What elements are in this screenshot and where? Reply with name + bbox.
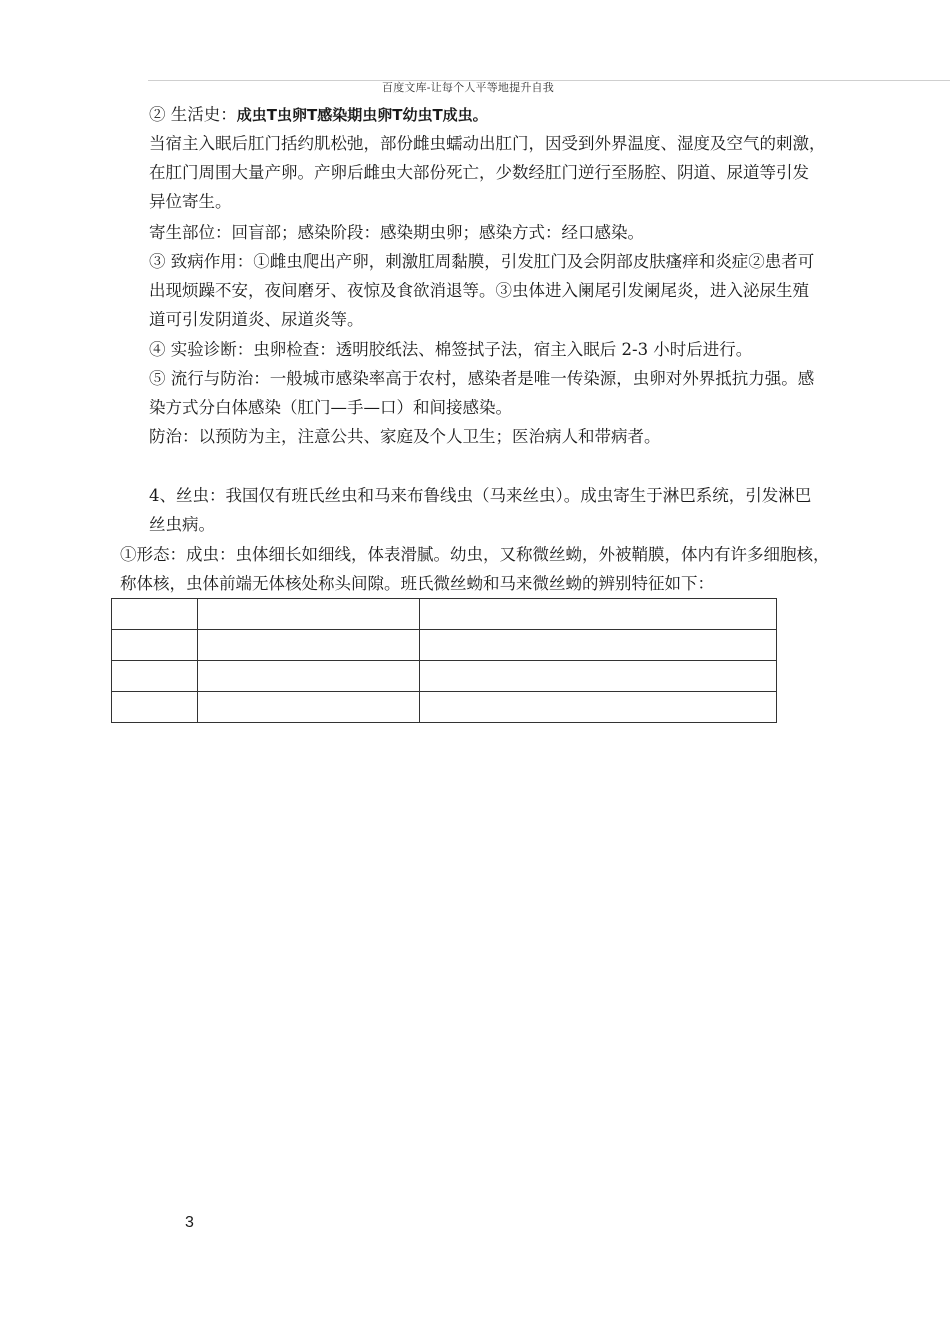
table-cell	[198, 692, 420, 723]
table-cell	[112, 661, 198, 692]
table-cell	[112, 630, 198, 661]
table-cell	[420, 599, 777, 630]
table-row	[112, 599, 777, 630]
pathogenesis-line: ③ 致病作用：①雌虫爬出产卵，刺激肛周黏膜，引发肛门及会阴部皮肤瘙痒和炎症②患者可	[149, 252, 815, 271]
table-cell	[198, 661, 420, 692]
microfilaria-comparison-table	[111, 598, 777, 723]
table-cell	[420, 661, 777, 692]
morphology-line: 称体核，虫体前端无体核处称头间隙。班氏微丝蚴和马来微丝蚴的辨别特征如下：	[120, 574, 714, 593]
table-cell	[112, 599, 198, 630]
page-number: 3	[185, 1214, 194, 1231]
prevention-line: 防治：以预防为主，注意公共、家庭及个人卫生；医治病人和带病者。	[149, 427, 661, 446]
paragraph-line: 在肛门周围大量产卵。产卵后雌虫大部份死亡，少数经肛门逆行至肠腔、阴道、尿道等引发	[149, 163, 809, 182]
table-row	[112, 630, 777, 661]
table-row	[112, 661, 777, 692]
morphology-line: ①形态：成虫：虫体细长如细线，体表滑腻。幼虫，又称微丝蚴，外被鞘膜，体内有许多细胞核，	[120, 545, 830, 564]
table-cell	[198, 599, 420, 630]
page-header: 百度文库-让每个人平等地提升自我	[382, 81, 554, 94]
table-cell	[420, 630, 777, 661]
paragraph-line: 寄生部位：回盲部；感染阶段：感染期虫卵；感染方式：经口感染。	[149, 223, 644, 242]
life-history-label: ② 生活史：	[149, 105, 237, 124]
epidemiology-line: ⑤ 流行与防治：一般城市感染率高于农村，感染者是唯一传染源，虫卵对外界抵抗力强。感	[149, 369, 815, 388]
pathogenesis-line: 出现烦躁不安，夜间磨牙、夜惊及食欲消退等。③虫体进入阑尾引发阑尾炎，进入泌尿生殖	[149, 281, 809, 300]
life-history-heading	[149, 104, 488, 126]
diagnosis-line: ④ 实验诊断：虫卵检查：透明胶纸法、棉签拭子法，宿主入眠后 2-3 小时后进行。	[149, 340, 753, 359]
table-cell	[420, 692, 777, 723]
paragraph-line: 当宿主入眠后肛门括约肌松弛，部份雌虫蠕动出肛门，因受到外界温度、湿度及空气的刺激，	[149, 134, 826, 153]
table-cell	[198, 630, 420, 661]
life-cycle-text: 成虫T虫卵T感染期虫卵T幼虫T成虫。	[236, 106, 488, 124]
paragraph-line: 异位寄生。	[149, 192, 232, 211]
epidemiology-line: 染方式分白体感染（肛门—手—口）和间接感染。	[149, 398, 512, 417]
filaria-heading: 4、丝虫：我国仅有班氏丝虫和马来布鲁线虫（马来丝虫）。成虫寄生于淋巴系统，引发淋巴	[149, 486, 812, 505]
table-row	[112, 692, 777, 723]
pathogenesis-line: 道可引发阴道炎、尿道炎等。	[149, 310, 364, 329]
table-cell	[112, 692, 198, 723]
filaria-line: 丝虫病。	[149, 515, 215, 534]
